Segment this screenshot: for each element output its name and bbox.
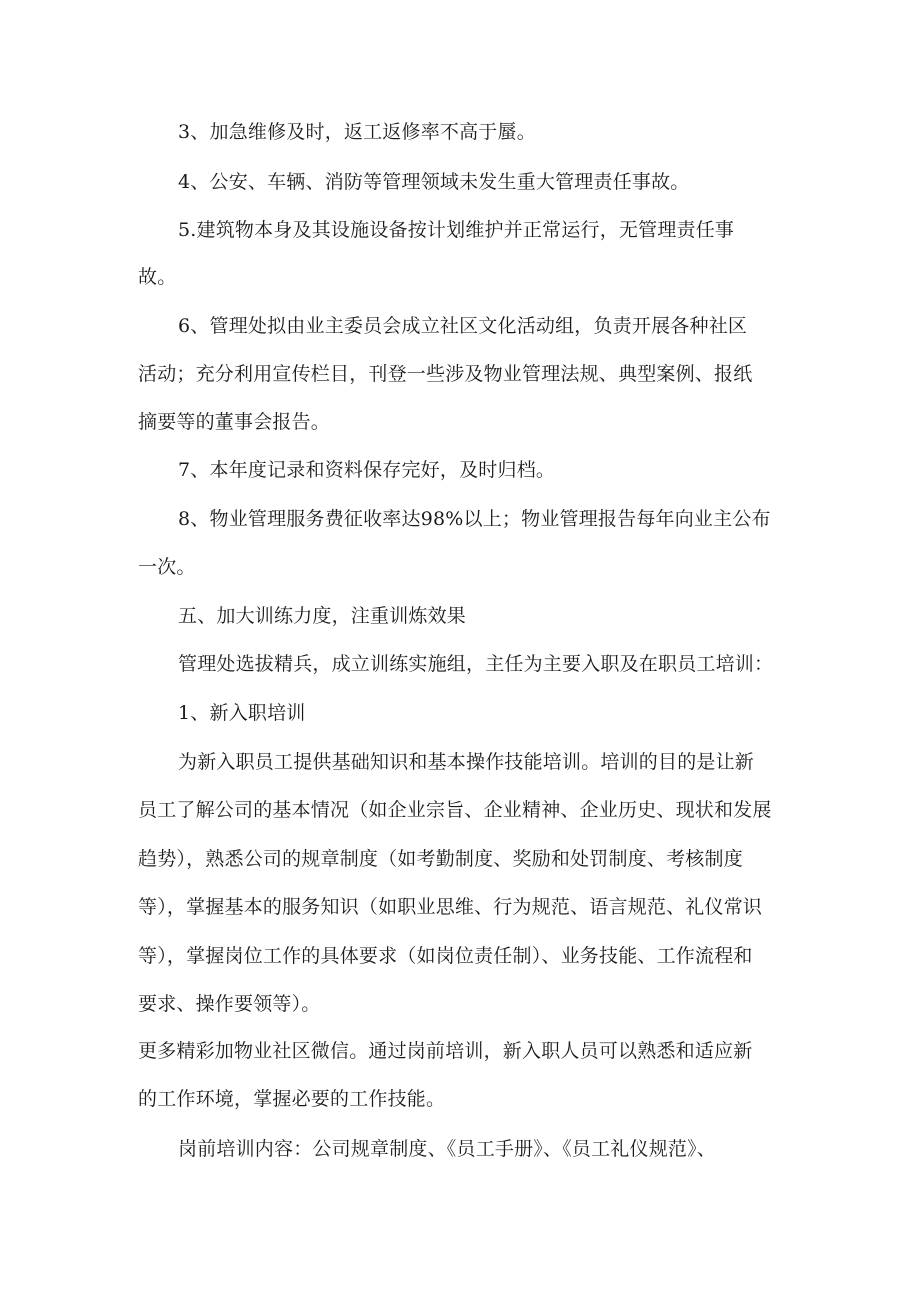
- section-heading: 五、加大训练力度，注重训炼效果: [178, 605, 467, 627]
- paragraph-item-6-line-2: 活动；充分利用宣传栏目，刊登一些涉及物业管理法规、典型案例、报纸: [138, 363, 753, 385]
- training-paragraph-line-3: 趋势），熟悉公司的规章制度（如考勤制度、奖励和处罚制度、考核制度: [138, 848, 743, 870]
- section-intro: 管理处选拔精兵，成立训练实施组，主任为主要入职及在职员工培训：: [178, 653, 774, 675]
- training-paragraph-line-2: 员工了解公司的基本情况（如企业宗旨、企业精神、企业历史、现状和发展: [138, 799, 772, 821]
- paragraph-item-6-line-1: 6、管理处拟由业主委员会成立社区文化活动组，负责开展各种社区: [178, 315, 748, 337]
- promo-paragraph-line-2: 的工作环境，掌握必要的工作技能。: [138, 1088, 446, 1110]
- paragraph-item-8-line-1: 8、物业管理服务费征收率达98%以上；物业管理报告每年向业主公布: [178, 508, 771, 530]
- training-content-line: 岗前培训内容：公司规章制度、《员工手册》、《员工礼仪规范》、: [178, 1138, 717, 1160]
- promo-paragraph-line-1: 更多精彩加物业社区微信。通过岗前培训，新入职人员可以熟悉和适应新: [138, 1040, 753, 1062]
- paragraph-item-3: 3、加急维修及时，返工返修率不高于蜃。: [178, 121, 536, 143]
- paragraph-item-8-line-2: 一次。: [138, 556, 196, 578]
- paragraph-item-5-line-1: 5.建筑物本身及其设施设备按计划维护并正常运行，无管理责任事: [178, 219, 735, 241]
- training-paragraph-line-1: 为新入职员工提供基础知识和基本操作技能培训。培训的目的是让新: [178, 751, 755, 773]
- paragraph-item-6-line-3: 摘要等的董事会报告。: [138, 411, 331, 433]
- training-paragraph-line-5: 等），掌握岗位工作的具体要求（如岗位责任制）、业务技能、工作流程和: [138, 945, 753, 967]
- paragraph-item-7: 7、本年度记录和资料保存完好，及时归档。: [178, 459, 556, 481]
- training-paragraph-line-4: 等），掌握基本的服务知识（如职业思维、行为规范、语言规范、礼仪常识: [138, 896, 763, 918]
- paragraph-item-5-line-2: 故。: [138, 266, 177, 288]
- training-paragraph-line-6: 要求、操作要领等）。: [138, 993, 321, 1015]
- subsection-heading: 1、新入职培训: [178, 702, 306, 724]
- paragraph-item-4: 4、公安、车辆、消防等管理领域未发生重大管理责任事故。: [178, 171, 690, 193]
